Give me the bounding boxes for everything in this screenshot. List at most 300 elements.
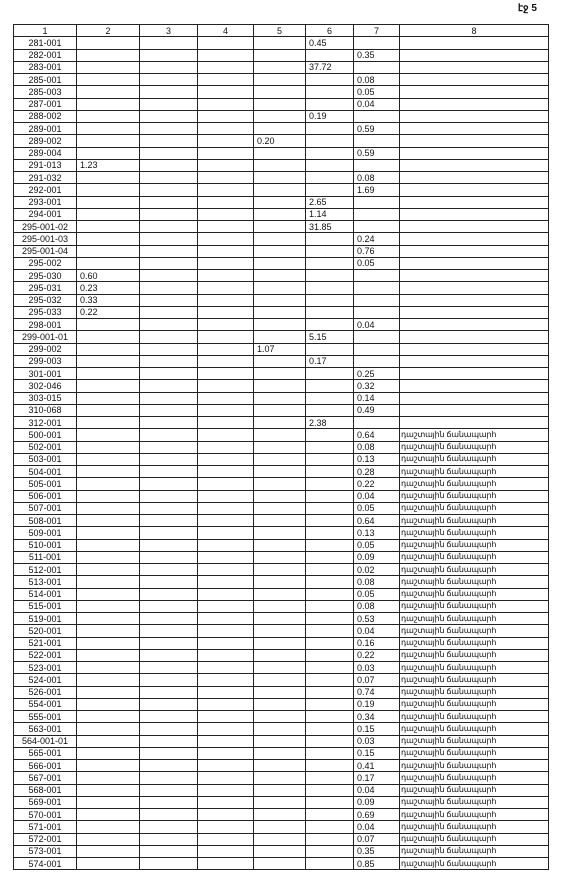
area-cell-col5 (254, 184, 306, 196)
land-type-cell (400, 380, 549, 392)
table-row (14, 637, 549, 649)
area-cell-col6 (306, 564, 354, 576)
area-cell-col5 (254, 662, 306, 674)
area-cell-col5 (254, 527, 306, 539)
area-cell-col2: 0.60 (77, 270, 140, 282)
column-header-3: 3 (140, 25, 198, 37)
area-cell-col6 (306, 833, 354, 845)
area-cell-col7: 0.08 (354, 600, 400, 612)
parcel-code-cell: 285-001 (14, 74, 77, 86)
area-cell-col5 (254, 196, 306, 208)
parcel-code-cell: 555-001 (14, 711, 77, 723)
land-type-cell: դաշտային ճանապարհ (400, 698, 549, 710)
area-cell-col6 (306, 490, 354, 502)
table-row (14, 429, 549, 441)
area-cell-col7 (354, 196, 400, 208)
area-cell-col2 (77, 441, 140, 453)
area-cell-col3 (140, 294, 198, 306)
area-cell-col4 (198, 355, 254, 367)
area-cell-col3 (140, 37, 198, 49)
table-row (14, 760, 549, 772)
land-type-cell: դաշտային ճանապարհ (400, 747, 549, 759)
parcel-code-cell: 295-001-02 (14, 221, 77, 233)
area-cell-col5 (254, 821, 306, 833)
area-cell-col6 (306, 368, 354, 380)
area-cell-col3 (140, 845, 198, 857)
area-cell-col7: 0.49 (354, 404, 400, 416)
area-cell-col4 (198, 490, 254, 502)
land-type-cell (400, 184, 549, 196)
parcel-code-cell: 526-001 (14, 686, 77, 698)
area-cell-col7: 0.05 (354, 86, 400, 98)
area-cell-col4 (198, 61, 254, 73)
area-cell-col5 (254, 760, 306, 772)
area-cell-col3 (140, 392, 198, 404)
area-cell-col5 (254, 478, 306, 490)
table-row (14, 208, 549, 220)
land-type-cell: դաշտային ճանապարհ (400, 735, 549, 747)
area-cell-col7: 0.07 (354, 833, 400, 845)
area-cell-col4 (198, 502, 254, 514)
column-header-8: 8 (400, 25, 549, 37)
area-cell-col6 (306, 282, 354, 294)
area-cell-col6 (306, 159, 354, 171)
area-cell-col4 (198, 123, 254, 135)
table-row (14, 184, 549, 196)
area-cell-col2 (77, 184, 140, 196)
area-cell-col4 (198, 184, 254, 196)
area-cell-col7 (354, 135, 400, 147)
table-row (14, 172, 549, 184)
area-cell-col2: 0.22 (77, 306, 140, 318)
land-type-cell: դաշտային ճանապարհ (400, 809, 549, 821)
parcel-code-cell: 289-001 (14, 123, 77, 135)
table-row (14, 515, 549, 527)
area-cell-col2 (77, 196, 140, 208)
area-cell-col5 (254, 625, 306, 637)
area-cell-col6 (306, 772, 354, 784)
table-row (14, 110, 549, 122)
land-type-cell: դաշտային ճանապարհ (400, 613, 549, 625)
area-cell-col3 (140, 784, 198, 796)
area-cell-col4 (198, 613, 254, 625)
area-cell-col2 (77, 760, 140, 772)
area-cell-col6 (306, 49, 354, 61)
area-cell-col3 (140, 196, 198, 208)
area-cell-col3 (140, 551, 198, 563)
area-cell-col2 (77, 723, 140, 735)
area-cell-col2 (77, 453, 140, 465)
parcel-code-cell: 507-001 (14, 502, 77, 514)
land-type-cell (400, 319, 549, 331)
area-cell-col3 (140, 686, 198, 698)
parcel-code-cell: 291-013 (14, 159, 77, 171)
area-cell-col5 (254, 123, 306, 135)
parcel-code-cell: 519-001 (14, 613, 77, 625)
area-cell-col6 (306, 539, 354, 551)
column-header-7: 7 (354, 25, 400, 37)
area-cell-col5 (254, 674, 306, 686)
area-cell-col5 (254, 711, 306, 723)
area-cell-col6 (306, 74, 354, 86)
area-cell-col5 (254, 306, 306, 318)
area-cell-col7: 0.59 (354, 123, 400, 135)
area-cell-col2 (77, 576, 140, 588)
area-cell-col7: 0.04 (354, 490, 400, 502)
area-cell-col3 (140, 135, 198, 147)
land-type-cell: դաշտային ճանապարհ (400, 674, 549, 686)
land-type-cell (400, 368, 549, 380)
table-row (14, 564, 549, 576)
area-cell-col5 (254, 698, 306, 710)
area-cell-col3 (140, 613, 198, 625)
area-cell-col4 (198, 600, 254, 612)
area-cell-col3 (140, 404, 198, 416)
area-cell-col5 (254, 172, 306, 184)
area-cell-col5 (254, 502, 306, 514)
area-cell-col4 (198, 331, 254, 343)
area-cell-col3 (140, 245, 198, 257)
area-cell-col7 (354, 221, 400, 233)
area-cell-col3 (140, 735, 198, 747)
area-cell-col4 (198, 466, 254, 478)
area-cell-col2 (77, 392, 140, 404)
land-type-cell: դաշտային ճանապարհ (400, 429, 549, 441)
land-type-cell: դաշտային ճանապարհ (400, 760, 549, 772)
area-cell-col6 (306, 319, 354, 331)
area-cell-col2 (77, 74, 140, 86)
area-cell-col2 (77, 833, 140, 845)
area-cell-col4 (198, 686, 254, 698)
area-cell-col2 (77, 845, 140, 857)
area-cell-col6 (306, 441, 354, 453)
area-cell-col7: 0.04 (354, 821, 400, 833)
area-cell-col2 (77, 404, 140, 416)
area-cell-col2 (77, 674, 140, 686)
table-row (14, 294, 549, 306)
land-type-cell: դաշտային ճանապարհ (400, 662, 549, 674)
land-type-cell: դաշտային ճանապարհ (400, 625, 549, 637)
area-cell-col5 (254, 429, 306, 441)
area-cell-col3 (140, 833, 198, 845)
area-cell-col3 (140, 147, 198, 159)
parcel-code-cell: 508-001 (14, 515, 77, 527)
area-cell-col2 (77, 600, 140, 612)
area-cell-col5 (254, 61, 306, 73)
area-cell-col2 (77, 123, 140, 135)
parcel-code-cell: 299-002 (14, 343, 77, 355)
area-cell-col6 (306, 735, 354, 747)
table-row (14, 539, 549, 551)
table-row (14, 221, 549, 233)
area-cell-col7: 0.15 (354, 747, 400, 759)
area-cell-col5 (254, 564, 306, 576)
table-row (14, 747, 549, 759)
parcel-code-cell: 287-001 (14, 98, 77, 110)
area-cell-col6 (306, 600, 354, 612)
area-cell-col3 (140, 110, 198, 122)
area-cell-col2 (77, 245, 140, 257)
parcel-code-cell: 506-001 (14, 490, 77, 502)
area-cell-col5 (254, 233, 306, 245)
area-cell-col7 (354, 294, 400, 306)
area-cell-col3 (140, 441, 198, 453)
table-row (14, 257, 549, 269)
area-cell-col3 (140, 478, 198, 490)
table-row (14, 61, 549, 73)
area-cell-col2 (77, 98, 140, 110)
land-type-cell: դաշտային ճանապարհ (400, 576, 549, 588)
area-cell-col5 (254, 649, 306, 661)
area-cell-col2 (77, 49, 140, 61)
land-type-cell (400, 196, 549, 208)
parcel-code-cell: 524-001 (14, 674, 77, 686)
area-cell-col7: 0.08 (354, 441, 400, 453)
area-cell-col7: 0.05 (354, 539, 400, 551)
area-cell-col5 (254, 515, 306, 527)
area-cell-col4 (198, 539, 254, 551)
table-row (14, 723, 549, 735)
area-cell-col6 (306, 723, 354, 735)
land-type-cell: դաշտային ճանապարհ (400, 478, 549, 490)
table-row (14, 245, 549, 257)
area-cell-col7: 0.25 (354, 368, 400, 380)
area-cell-col6 (306, 711, 354, 723)
area-cell-col3 (140, 625, 198, 637)
table-row (14, 845, 549, 857)
area-cell-col7: 0.74 (354, 686, 400, 698)
land-type-cell: դաշտային ճանապարհ (400, 588, 549, 600)
area-cell-col4 (198, 270, 254, 282)
area-cell-col3 (140, 649, 198, 661)
area-cell-col7: 0.17 (354, 772, 400, 784)
area-cell-col5 (254, 588, 306, 600)
area-cell-col7 (354, 355, 400, 367)
area-cell-col5 (254, 723, 306, 735)
table-row (14, 478, 549, 490)
area-cell-col5 (254, 245, 306, 257)
area-cell-col5 (254, 147, 306, 159)
land-type-cell (400, 221, 549, 233)
area-cell-col6 (306, 86, 354, 98)
area-cell-col2 (77, 429, 140, 441)
area-cell-col4 (198, 564, 254, 576)
parcel-code-cell: 301-001 (14, 368, 77, 380)
table-row (14, 600, 549, 612)
area-cell-col7: 0.35 (354, 845, 400, 857)
area-cell-col3 (140, 698, 198, 710)
table-row (14, 576, 549, 588)
land-type-cell: դաշտային ճանապարհ (400, 527, 549, 539)
table-row (14, 674, 549, 686)
area-cell-col2 (77, 564, 140, 576)
table-row (14, 527, 549, 539)
area-cell-col7: 0.64 (354, 429, 400, 441)
area-cell-col7: 0.53 (354, 613, 400, 625)
area-cell-col5 (254, 772, 306, 784)
area-cell-col4 (198, 49, 254, 61)
header-row (14, 25, 549, 37)
area-cell-col6 (306, 784, 354, 796)
area-cell-col6 (306, 184, 354, 196)
area-cell-col3 (140, 637, 198, 649)
parcel-code-cell: 302-046 (14, 380, 77, 392)
land-type-cell: դաշտային ճանապարհ (400, 600, 549, 612)
area-cell-col2 (77, 735, 140, 747)
parcel-code-cell: 505-001 (14, 478, 77, 490)
table-row (14, 796, 549, 808)
area-cell-col7: 0.16 (354, 637, 400, 649)
land-type-cell (400, 245, 549, 257)
area-cell-col2: 1.23 (77, 159, 140, 171)
area-cell-col6 (306, 453, 354, 465)
area-cell-col4 (198, 674, 254, 686)
table-row (14, 466, 549, 478)
area-cell-col5 (254, 453, 306, 465)
land-type-cell (400, 257, 549, 269)
area-cell-col3 (140, 600, 198, 612)
area-cell-col5 (254, 208, 306, 220)
parcel-code-cell: 310-068 (14, 404, 77, 416)
land-type-cell (400, 355, 549, 367)
land-type-cell: դաշտային ճանապարհ (400, 515, 549, 527)
area-cell-col3 (140, 270, 198, 282)
area-cell-col7 (354, 159, 400, 171)
area-cell-col5 (254, 74, 306, 86)
area-cell-col3 (140, 282, 198, 294)
area-cell-col7 (354, 208, 400, 220)
area-cell-col5 (254, 637, 306, 649)
area-cell-col4 (198, 821, 254, 833)
land-type-cell: դաշտային ճանապարհ (400, 772, 549, 784)
area-cell-col4 (198, 429, 254, 441)
table-row (14, 380, 549, 392)
area-cell-col3 (140, 796, 198, 808)
area-cell-col4 (198, 588, 254, 600)
area-cell-col4 (198, 159, 254, 171)
parcel-code-cell: 292-001 (14, 184, 77, 196)
area-cell-col5 (254, 86, 306, 98)
area-cell-col6 (306, 625, 354, 637)
area-cell-col7: 0.05 (354, 257, 400, 269)
area-cell-col4 (198, 404, 254, 416)
land-type-cell: դաշտային ճանապարհ (400, 466, 549, 478)
land-type-cell (400, 294, 549, 306)
area-cell-col6 (306, 147, 354, 159)
area-cell-col4 (198, 784, 254, 796)
area-cell-col6 (306, 747, 354, 759)
area-cell-col5 (254, 441, 306, 453)
area-cell-col5 (254, 37, 306, 49)
land-type-cell: դաշտային ճանապարհ (400, 564, 549, 576)
parcel-code-cell: 520-001 (14, 625, 77, 637)
land-type-cell: դաշտային ճանապարհ (400, 845, 549, 857)
table-row (14, 49, 549, 61)
area-cell-col4 (198, 343, 254, 355)
land-type-cell: դաշտային ճանապարհ (400, 796, 549, 808)
area-cell-col4 (198, 196, 254, 208)
area-cell-col5 (254, 368, 306, 380)
area-cell-col3 (140, 662, 198, 674)
area-cell-col2 (77, 796, 140, 808)
land-type-cell (400, 343, 549, 355)
area-cell-col4 (198, 453, 254, 465)
table-row (14, 735, 549, 747)
area-cell-col7: 0.69 (354, 809, 400, 821)
area-cell-col2 (77, 147, 140, 159)
area-cell-col2 (77, 355, 140, 367)
area-cell-col4 (198, 478, 254, 490)
area-cell-col4 (198, 380, 254, 392)
land-type-cell (400, 61, 549, 73)
table-row (14, 417, 549, 429)
area-cell-col7: 0.13 (354, 453, 400, 465)
area-cell-col7: 0.08 (354, 576, 400, 588)
area-cell-col2: 0.33 (77, 294, 140, 306)
column-header-1: 1 (14, 25, 77, 37)
table-row (14, 858, 549, 870)
parcel-code-cell: 569-001 (14, 796, 77, 808)
table-row (14, 711, 549, 723)
area-cell-col4 (198, 551, 254, 563)
land-type-cell: դաշտային ճանապարհ (400, 723, 549, 735)
land-type-cell (400, 306, 549, 318)
area-cell-col2 (77, 37, 140, 49)
area-cell-col4 (198, 760, 254, 772)
area-cell-col3 (140, 221, 198, 233)
area-cell-col2 (77, 686, 140, 698)
area-cell-col6 (306, 686, 354, 698)
area-cell-col5 (254, 858, 306, 870)
land-type-cell (400, 208, 549, 220)
area-cell-col7: 0.22 (354, 478, 400, 490)
land-type-cell (400, 233, 549, 245)
area-cell-col3 (140, 98, 198, 110)
area-cell-col6 (306, 306, 354, 318)
area-cell-col4 (198, 417, 254, 429)
area-cell-col6: 0.45 (306, 37, 354, 49)
land-type-cell: դաշտային ճանապարհ (400, 453, 549, 465)
area-cell-col7: 0.04 (354, 319, 400, 331)
table-row (14, 331, 549, 343)
area-cell-col5 (254, 98, 306, 110)
area-cell-col6 (306, 294, 354, 306)
area-cell-col5 (254, 270, 306, 282)
column-header-6: 6 (306, 25, 354, 37)
area-cell-col3 (140, 453, 198, 465)
area-cell-col6 (306, 343, 354, 355)
parcel-code-cell: 312-001 (14, 417, 77, 429)
area-cell-col7: 0.02 (354, 564, 400, 576)
area-cell-col6 (306, 257, 354, 269)
table-row (14, 551, 549, 563)
area-cell-col6 (306, 429, 354, 441)
area-cell-col7 (354, 37, 400, 49)
land-type-cell (400, 110, 549, 122)
parcel-code-cell: 566-001 (14, 760, 77, 772)
table-row (14, 613, 549, 625)
area-cell-col4 (198, 637, 254, 649)
table-row (14, 833, 549, 845)
area-cell-col7: 0.64 (354, 515, 400, 527)
area-cell-col3 (140, 564, 198, 576)
column-header-2: 2 (77, 25, 140, 37)
parcel-code-cell: 299-003 (14, 355, 77, 367)
area-cell-col3 (140, 674, 198, 686)
area-cell-col3 (140, 527, 198, 539)
parcel-code-cell: 294-001 (14, 208, 77, 220)
area-cell-col2 (77, 698, 140, 710)
